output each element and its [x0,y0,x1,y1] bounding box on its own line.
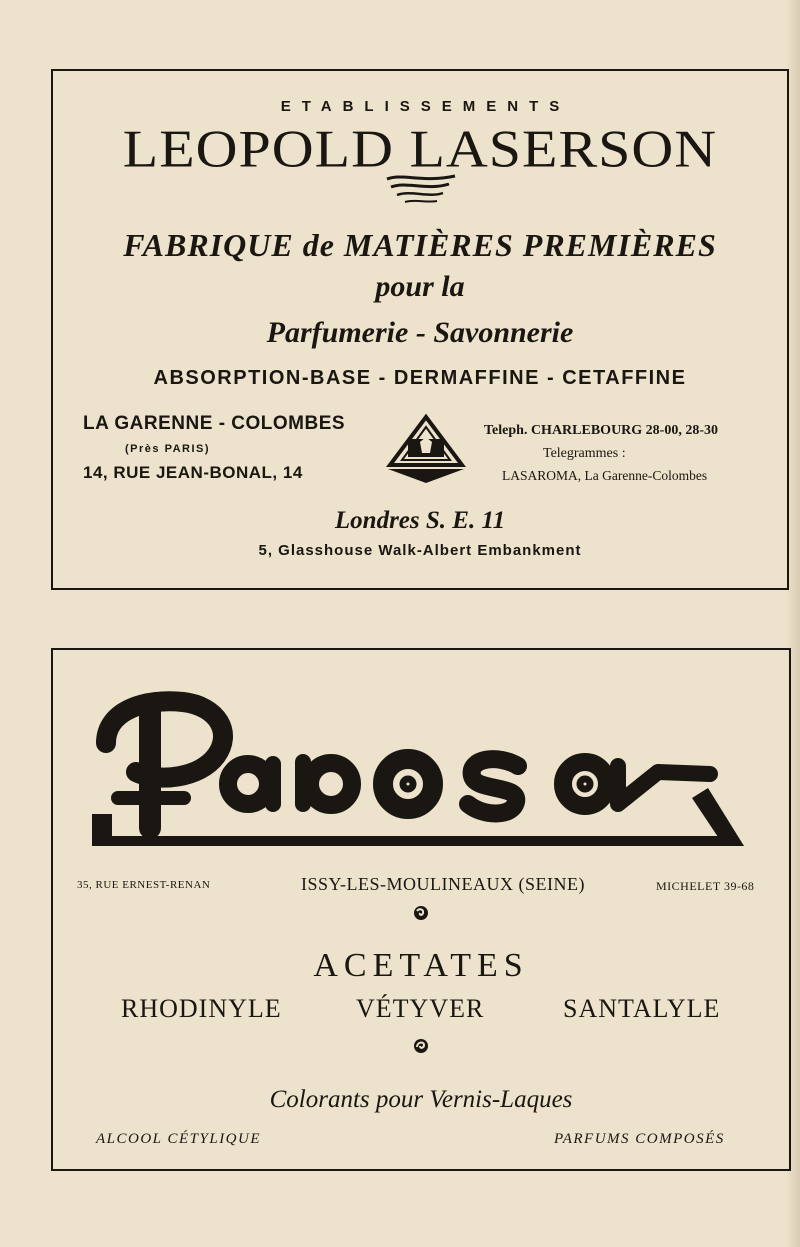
paposa-advertisement [51,648,791,1171]
product-rhodinyle: RHODINYLE [121,994,282,1023]
city-name: ISSY-LES-MOULINEAUX (SEINE) [301,874,585,894]
telegram-address: LASAROMA, La Garenne-Colombes [502,468,708,483]
alcool-cetylique: ALCOOL CÉTYLIQUE [96,1131,262,1147]
pour-la-line: pour la [375,270,465,303]
parfums-composes: PARFUMS COMPOSÉS [554,1131,725,1147]
near-paris-note: (Près PARIS) [125,443,211,455]
fabrique-line: FABRIQUE de MATIÈRES PREMIÈRES [123,227,717,263]
wave-ornament-icon [383,171,459,205]
city-name: LA GARENNE - COLOMBES [83,413,346,434]
london-address: 5, Glasshouse Walk-Albert Embankment [258,542,582,559]
company-name: LEOPOLD LASERSON [122,118,718,179]
parfumerie-line: Parfumerie - Savonnerie [266,316,574,349]
telephone-number: MICHELET 39-68 [656,879,755,893]
spiral-ornament-icon [411,903,431,923]
product-vetyver: VÉTYVER [356,994,485,1023]
product-santalyle: SANTALYLE [563,994,721,1023]
street-address: 35, RUE ERNEST-RENAN [77,879,211,891]
london-heading: Londres S. E. 11 [334,507,506,534]
street-address: 14, RUE JEAN-BONAL, 14 [83,463,303,482]
colorants-line: Colorants pour Vernis-Laques [269,1086,573,1113]
product-list: ABSORPTION-BASE - DERMAFFINE - CETAFFINE [153,367,687,389]
acetates-heading: ACETATES [313,947,529,984]
triangle-monogram-logo-icon [386,413,466,485]
telephone-line: Teleph. CHARLEBOURG 28-00, 28-30 [484,423,719,438]
laserson-advertisement [51,69,789,590]
spiral-ornament-icon [411,1036,431,1056]
telegrams-label: Telegrammes : [543,446,626,461]
etablissements-heading: ETABLISSEMENTS [280,98,571,115]
paposa-logo [88,688,758,863]
